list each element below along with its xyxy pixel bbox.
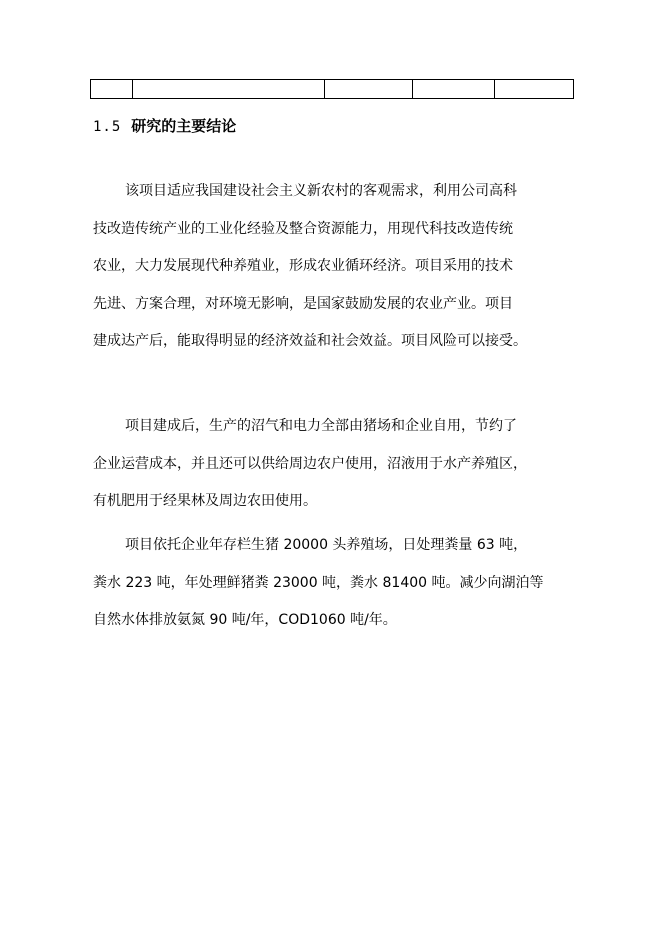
paragraph-capacity	[93, 535, 573, 648]
table-cell	[325, 80, 413, 99]
paragraph-line: 粪水 223 吨，年处理鲜猪粪 23000 吨，粪水 81400 吨。减少向湖泊等	[93, 574, 544, 591]
paragraph-line: 技改造传统产业的工业化经验及整合资源能力，用现代科技改造传统	[93, 220, 513, 237]
table-cell	[495, 80, 574, 99]
paragraph-line: 建成达产后，能取得明显的经济效益和社会效益。项目风险可以接受。	[93, 333, 527, 349]
section-title: 研究的主要结论	[131, 117, 237, 135]
table-cell	[91, 80, 133, 99]
section-number: 1.5	[93, 119, 122, 135]
table-row	[91, 80, 574, 99]
paragraph-line: 自然水体排放氨氮 90 吨/年，COD1060 吨/年。	[93, 612, 397, 628]
paragraph-line: 项目建成后，生产的沼气和电力全部由猪场和企业自用，节约了	[125, 418, 517, 434]
paragraph-conclusion	[93, 181, 573, 369]
paragraph-line: 企业运营成本，并且还可以供给周边农户使用，沼液用于水产养殖区，	[93, 455, 527, 472]
table-cell	[413, 80, 495, 99]
paragraph-line: 农业，大力发展现代种养殖业，形成农业循环经济。项目采用的技术	[93, 258, 513, 274]
paragraph-line: 该项目适应我国建设社会主义新农村的客观需求，利用公司高科	[125, 183, 517, 199]
section-heading	[93, 114, 236, 139]
paragraph-energy-use	[93, 416, 573, 529]
table-fragment	[90, 79, 574, 99]
paragraph-line: 先进、方案合理，对环境无影响，是国家鼓励发展的农业产业。项目	[93, 295, 513, 312]
paragraph-line: 有机肥用于经果林及周边农田使用。	[93, 493, 317, 509]
paragraph-line: 项目依托企业年存栏生猪 20000 头养殖场，日处理粪量 63 吨，	[125, 537, 528, 553]
table-cell	[133, 80, 325, 99]
